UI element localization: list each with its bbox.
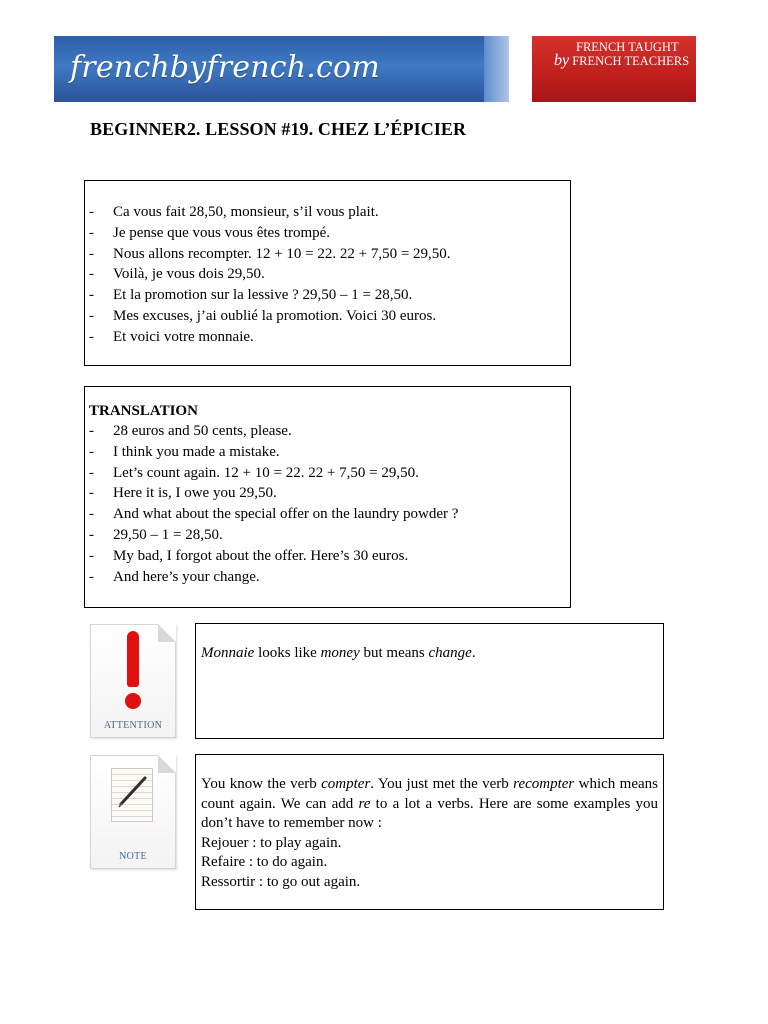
translation-line: - My bad, I forgot about the offer. Here’s 30 euros. xyxy=(89,546,564,567)
note-example: Ressortir : to go out again. xyxy=(201,873,361,890)
tip-text: but means xyxy=(359,645,429,661)
dialogue-line: - Nous allons recompter. 12 + 10 = 22. 22 + 7,50 = 29,50. xyxy=(89,244,564,265)
note-example: Rejouer : to play again. xyxy=(201,834,342,851)
translation-line: - And here’s your change. xyxy=(89,567,564,588)
tagline-line-2 xyxy=(530,54,690,68)
note-text: which means count again. We can add xyxy=(201,776,658,812)
note-tip-box xyxy=(195,754,664,910)
note-text: to a lot a verbs. Here are some examples you don’t have to remember now : xyxy=(201,795,659,831)
tagline-by: by xyxy=(554,52,570,69)
tip-text: . xyxy=(471,645,476,661)
translation-line: - I think you made a mistake. xyxy=(89,442,564,463)
translation-line: - 29,50 – 1 = 28,50. xyxy=(89,525,564,546)
note-text: . You just met the verb xyxy=(370,776,514,792)
note-word-compter: compter xyxy=(321,776,371,792)
dialogue-line: - Mes excuses, j’ai oublié la promotion. Voici 30 euros. xyxy=(89,306,564,327)
exclamation-bar xyxy=(127,631,139,687)
tagline-line-1: FRENCH TAUGHT xyxy=(576,40,679,54)
dialogue-box xyxy=(84,180,571,366)
dialogue-line: - Et la promotion sur la lessive ? 29,50 – 1 = 28,50. xyxy=(89,285,564,306)
tip-word-monnaie: Monnaie xyxy=(201,645,255,661)
pen-icon xyxy=(113,770,153,810)
header-banner xyxy=(54,36,696,102)
translation-line: - Here it is, I owe you 29,50. xyxy=(89,483,564,504)
translation-list xyxy=(89,421,564,587)
note-example: Refaire : to do again. xyxy=(201,854,328,870)
translation-line: - And what about the special offer on the laundry powder ? xyxy=(89,504,564,525)
attention-icon-label: ATTENTION xyxy=(103,720,163,731)
tagline-line-2-text: FRENCH TEACHERS xyxy=(572,54,690,68)
attention-icon xyxy=(90,624,176,738)
note-text: You know the verb xyxy=(201,776,322,792)
attention-tip-box xyxy=(195,623,664,739)
dialogue-line: - Voilà, je vous dois 29,50. xyxy=(89,264,564,285)
translation-line: - 28 euros and 50 cents, please. xyxy=(89,421,564,442)
translation-box xyxy=(84,386,571,608)
dialogue-line: - Et voici votre monnaie. xyxy=(89,327,564,348)
lesson-title: BEGINNER2. LESSON #19. CHEZ L’ÉPICIER xyxy=(90,119,467,139)
tip-text: looks like xyxy=(254,645,321,661)
note-icon xyxy=(90,755,176,869)
page-fold xyxy=(158,624,176,642)
site-logo[interactable]: frenchbyfrench.com xyxy=(70,50,380,85)
dialogue-line: - Je pense que vous vous êtes trompé. xyxy=(89,223,564,244)
translation-line: - Let’s count again. 12 + 10 = 22. 22 + 7,50 = 29,50. xyxy=(89,463,564,484)
note-word-recompter: recompter xyxy=(513,776,575,792)
tip-word-money: money xyxy=(320,645,360,661)
note-paragraph xyxy=(201,775,658,834)
banner-tagline xyxy=(530,40,690,68)
page-fold xyxy=(158,755,176,773)
tip-word-change: change xyxy=(428,645,472,661)
note-word-re: re xyxy=(358,795,371,812)
dialogue-list xyxy=(89,202,564,348)
dialogue-line: - Ca vous fait 28,50, monsieur, s’il vous plait. xyxy=(89,202,564,223)
translation-heading: TRANSLATION xyxy=(89,403,198,419)
note-icon-label: NOTE xyxy=(119,851,147,862)
exclamation-dot xyxy=(125,693,141,709)
